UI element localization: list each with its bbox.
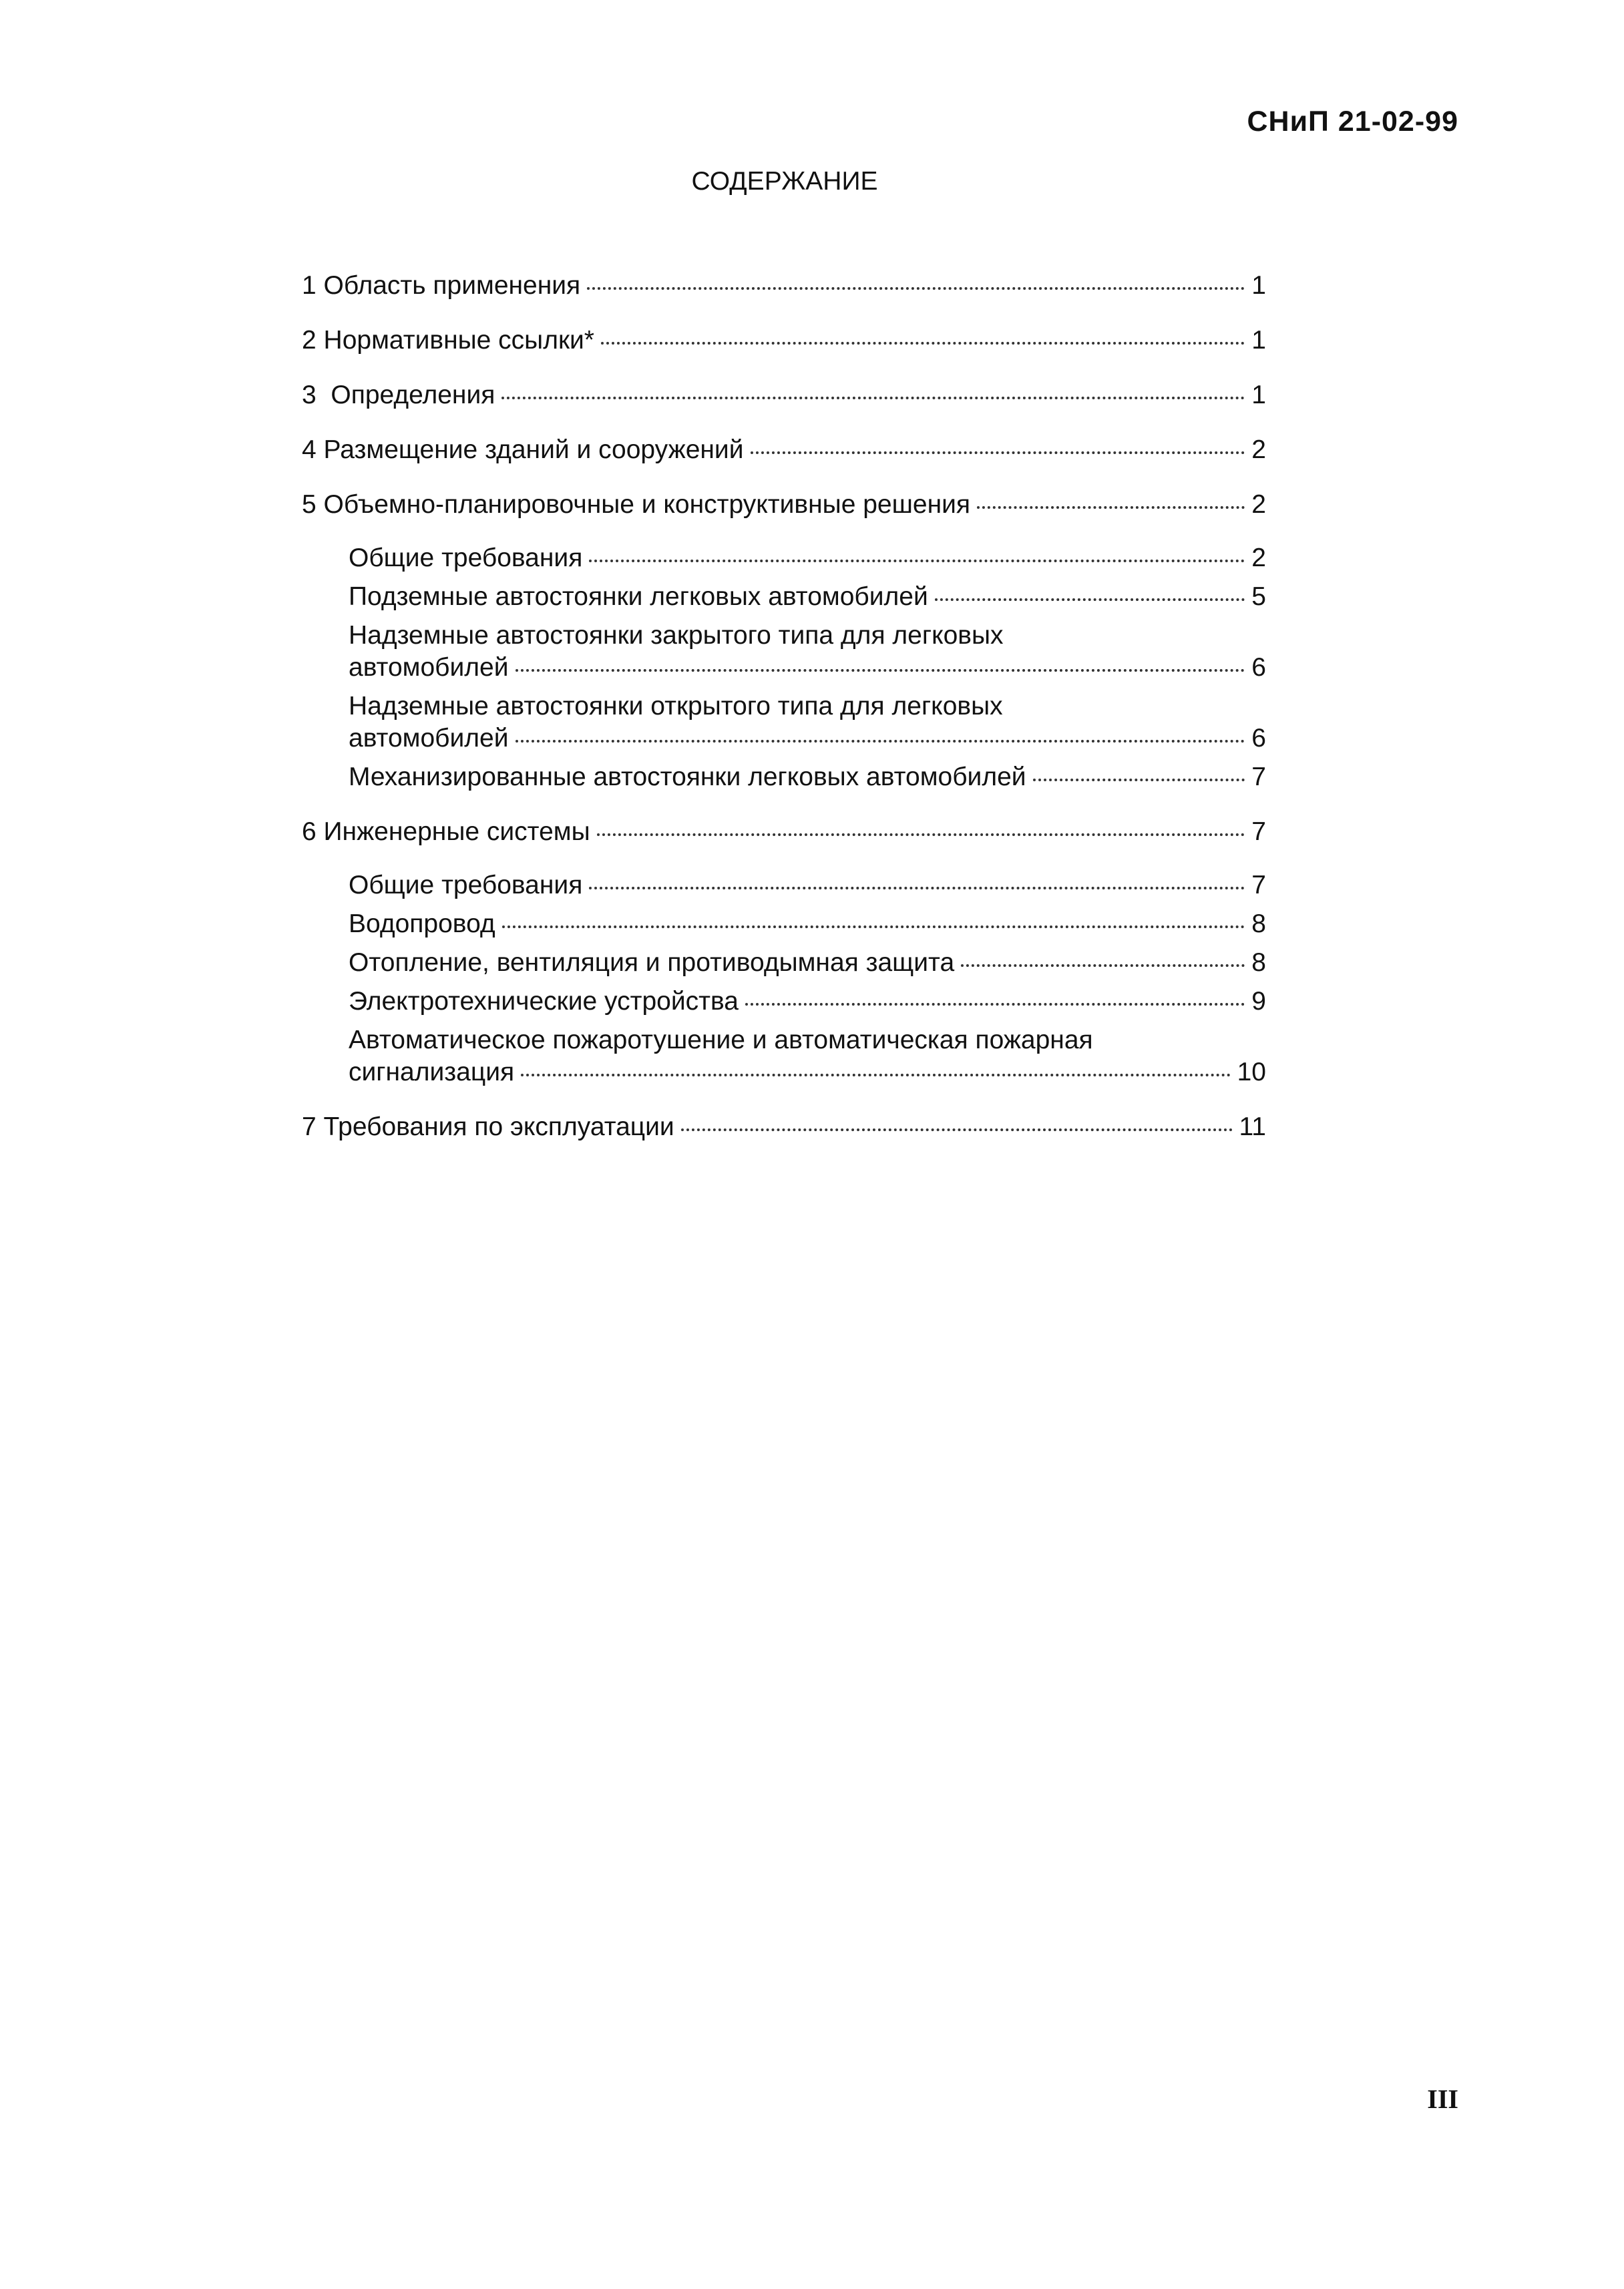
toc-entry-label: 5 Объемно-планировочные и конструктивные решения bbox=[302, 490, 971, 519]
toc-entry-5-general[interactable] bbox=[349, 542, 1266, 574]
toc-entry-page: 1 bbox=[1251, 381, 1266, 409]
dot-leader bbox=[597, 833, 1245, 836]
toc-entry-section-5[interactable] bbox=[302, 489, 1266, 521]
dot-leader bbox=[589, 560, 1245, 562]
toc-entry-5-mechanized[interactable] bbox=[349, 761, 1266, 793]
dot-leader bbox=[751, 451, 1245, 454]
toc-entry-label: Водопровод bbox=[349, 909, 495, 938]
toc-entry-label: Общие требования bbox=[349, 544, 583, 572]
dot-leader bbox=[601, 342, 1245, 345]
dot-leader bbox=[977, 506, 1245, 509]
dot-leader bbox=[589, 887, 1245, 889]
toc-entry-label-line1: Автоматическое пожаротушение и автоматическая пожарная bbox=[349, 1026, 1093, 1054]
toc-entry-page: 6 bbox=[1251, 724, 1266, 753]
toc-entry-label: 2 Нормативные ссылки* bbox=[302, 326, 594, 355]
toc-entry-5-underground[interactable] bbox=[349, 581, 1266, 613]
toc-entry-page: 7 bbox=[1251, 817, 1266, 846]
toc-entry-6-general[interactable] bbox=[349, 869, 1266, 901]
dot-leader bbox=[521, 1074, 1231, 1076]
toc-entry-5-open-above-ground[interactable] bbox=[349, 690, 1266, 755]
toc-entry-label: 6 Инженерные системы bbox=[302, 817, 590, 846]
toc-entry-label: 4 Размещение зданий и сооружений bbox=[302, 435, 744, 464]
toc-entry-label: сигнализация bbox=[349, 1058, 515, 1086]
toc-entry-label-line1: Надземные автостоянки закрытого типа для легковых bbox=[349, 621, 1004, 650]
toc-entry-6-electrical[interactable] bbox=[349, 986, 1266, 1018]
toc-entry-page: 7 bbox=[1251, 871, 1266, 899]
toc-entry-page: 9 bbox=[1251, 987, 1266, 1016]
toc-entry-page: 2 bbox=[1251, 490, 1266, 519]
toc-entry-label: 1 Область применения bbox=[302, 271, 581, 300]
dot-leader bbox=[501, 397, 1245, 399]
toc-entry-page: 8 bbox=[1251, 948, 1266, 977]
toc-entry-page: 7 bbox=[1251, 763, 1266, 791]
toc-entry-page: 6 bbox=[1251, 653, 1266, 682]
toc-entry-label: автомобилей bbox=[349, 724, 509, 753]
dot-leader bbox=[745, 1003, 1245, 1006]
toc-entry-section-1[interactable] bbox=[302, 270, 1266, 302]
page-number: III bbox=[1427, 2084, 1458, 2114]
toc-entry-label: Механизированные автостоянки легковых автомобилей bbox=[349, 763, 1026, 791]
toc-entry-5-closed-above-ground[interactable] bbox=[349, 620, 1266, 684]
toc-entry-6-heating-ventilation[interactable] bbox=[349, 947, 1266, 979]
toc-entry-label: Отопление, вентиляция и противодымная защита bbox=[349, 948, 955, 977]
toc-entry-page: 8 bbox=[1251, 909, 1266, 938]
toc-entry-label: автомобилей bbox=[349, 653, 509, 682]
dot-leader bbox=[516, 740, 1245, 743]
toc-entry-6-water-supply[interactable] bbox=[349, 908, 1266, 940]
toc-entry-section-4[interactable] bbox=[302, 434, 1266, 466]
toc-entry-page: 1 bbox=[1251, 326, 1266, 355]
toc-entry-page: 1 bbox=[1251, 271, 1266, 300]
toc-entry-section-2[interactable] bbox=[302, 325, 1266, 357]
toc-entry-label-line1: Надземные автостоянки открытого типа для легковых bbox=[349, 692, 1003, 720]
toc-entry-page: 10 bbox=[1237, 1058, 1266, 1086]
toc-entry-section-6[interactable] bbox=[302, 816, 1266, 848]
toc-title: СОДЕРЖАНИЕ bbox=[691, 167, 878, 196]
toc-entry-page: 5 bbox=[1251, 582, 1266, 611]
dot-leader bbox=[935, 598, 1245, 601]
toc-entry-label: Общие требования bbox=[349, 871, 583, 899]
toc-entry-section-7[interactable] bbox=[302, 1111, 1266, 1143]
toc-entry-page: 11 bbox=[1239, 1112, 1266, 1141]
table-of-contents bbox=[302, 270, 1266, 1143]
dot-leader bbox=[961, 964, 1245, 967]
dot-leader bbox=[502, 925, 1245, 928]
dot-leader bbox=[681, 1128, 1233, 1131]
dot-leader bbox=[1033, 779, 1245, 781]
dot-leader bbox=[587, 287, 1245, 290]
toc-entry-section-3[interactable] bbox=[302, 379, 1266, 411]
toc-entry-label: 7 Требования по эксплуатации bbox=[302, 1112, 674, 1141]
toc-entry-6-fire-protection[interactable] bbox=[349, 1024, 1266, 1088]
dot-leader bbox=[516, 669, 1245, 672]
document-code: СНиП 21-02-99 bbox=[1247, 106, 1458, 138]
toc-entry-label: Электротехнические устройства bbox=[349, 987, 739, 1016]
toc-entry-page: 2 bbox=[1251, 435, 1266, 464]
toc-entry-page: 2 bbox=[1251, 544, 1266, 572]
toc-entry-label: 3 Определения bbox=[302, 381, 495, 409]
toc-entry-label: Подземные автостоянки легковых автомобилей bbox=[349, 582, 928, 611]
